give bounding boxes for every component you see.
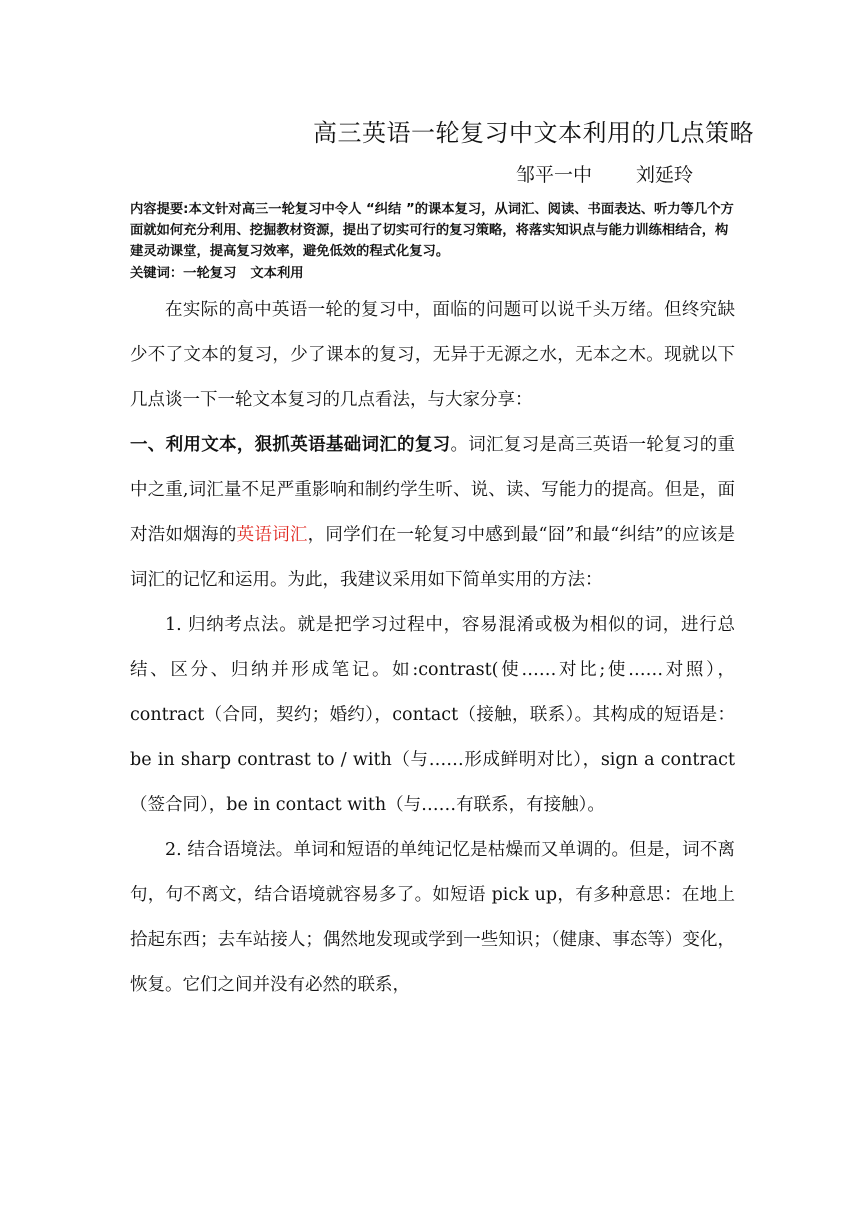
section1-text-b: ，同学们在一轮复习中感到最“囧”和最“纠结”的应该是词汇的记忆和运用。为此，我建议采用如下简单实用的方法： [130,525,735,590]
author-line [516,160,693,187]
section1-highlight: 英语词汇 [236,525,308,545]
keywords [130,264,304,284]
intro-paragraph: 在实际的高中英语一轮的复习中，面临的问题可以说千头万绪。但终究缺少不了文本的复习，少了课本的复习，无异于无源之水，无本之木。现就以下几点谈一下一轮文本复习的几点看法，与大家分享： [130,300,735,410]
author-name: 刘延玲 [636,164,694,186]
author-school: 邹平一中 [516,164,593,186]
item1-paragraph: 1. 归纳考点法。就是把学习过程中，容易混淆或极为相似的词，进行总结、区分、归纳并形成笔记。如:contrast(使……对比;使……对照），contract（合同，契约；婚约），contact（接触，联系）。其构成的短语是：be in sharp contrast to / with（与……形成鲜明对比），sign a contract（签合同），be in contact with（与……有联系，有接触）。 [130,615,735,815]
abstract: 内容提要:本文针对高三一轮复习中令人 “纠结 ”的课本复习，从词汇、阅读、书面表达、听力等几个方面就如何充分利用、挖掘教材资源，提出了切实可行的复习策略，将落实知识点与能力训练相结合，构建灵动课堂，提高复习效率，避免低效的程式化复习。 [130,202,734,259]
keywords-label: 关键词：一轮复习 [130,266,237,281]
section1-heading: 一、利用文本，狠抓英语基础词汇的复习 [130,435,451,455]
section1-paragraph [130,423,735,603]
section1-text-a: 。词汇复习是高三英语一轮复习的重中之重,词汇量不足严重影响和制约学生听、说、读、写能力的提高。但是，面对浩如烟海的 [130,435,735,545]
item2-paragraph: 2. 结合语境法。单词和短语的单纯记忆是枯燥而又单调的。但是，词不离句，句不离文，结合语境就容易多了。如短语 pick up，有多种意思：在地上拾起东西；去车站接人；偶然地发现或学到一些知识；（健康、事态等）变化，恢复。它们之间并没有必然的联系， [130,840,735,995]
body-text [130,288,735,1008]
document-title: 高三英语一轮复习中文本利用的几点策略 [313,119,754,147]
keyword-item: 文本利用 [250,266,304,281]
